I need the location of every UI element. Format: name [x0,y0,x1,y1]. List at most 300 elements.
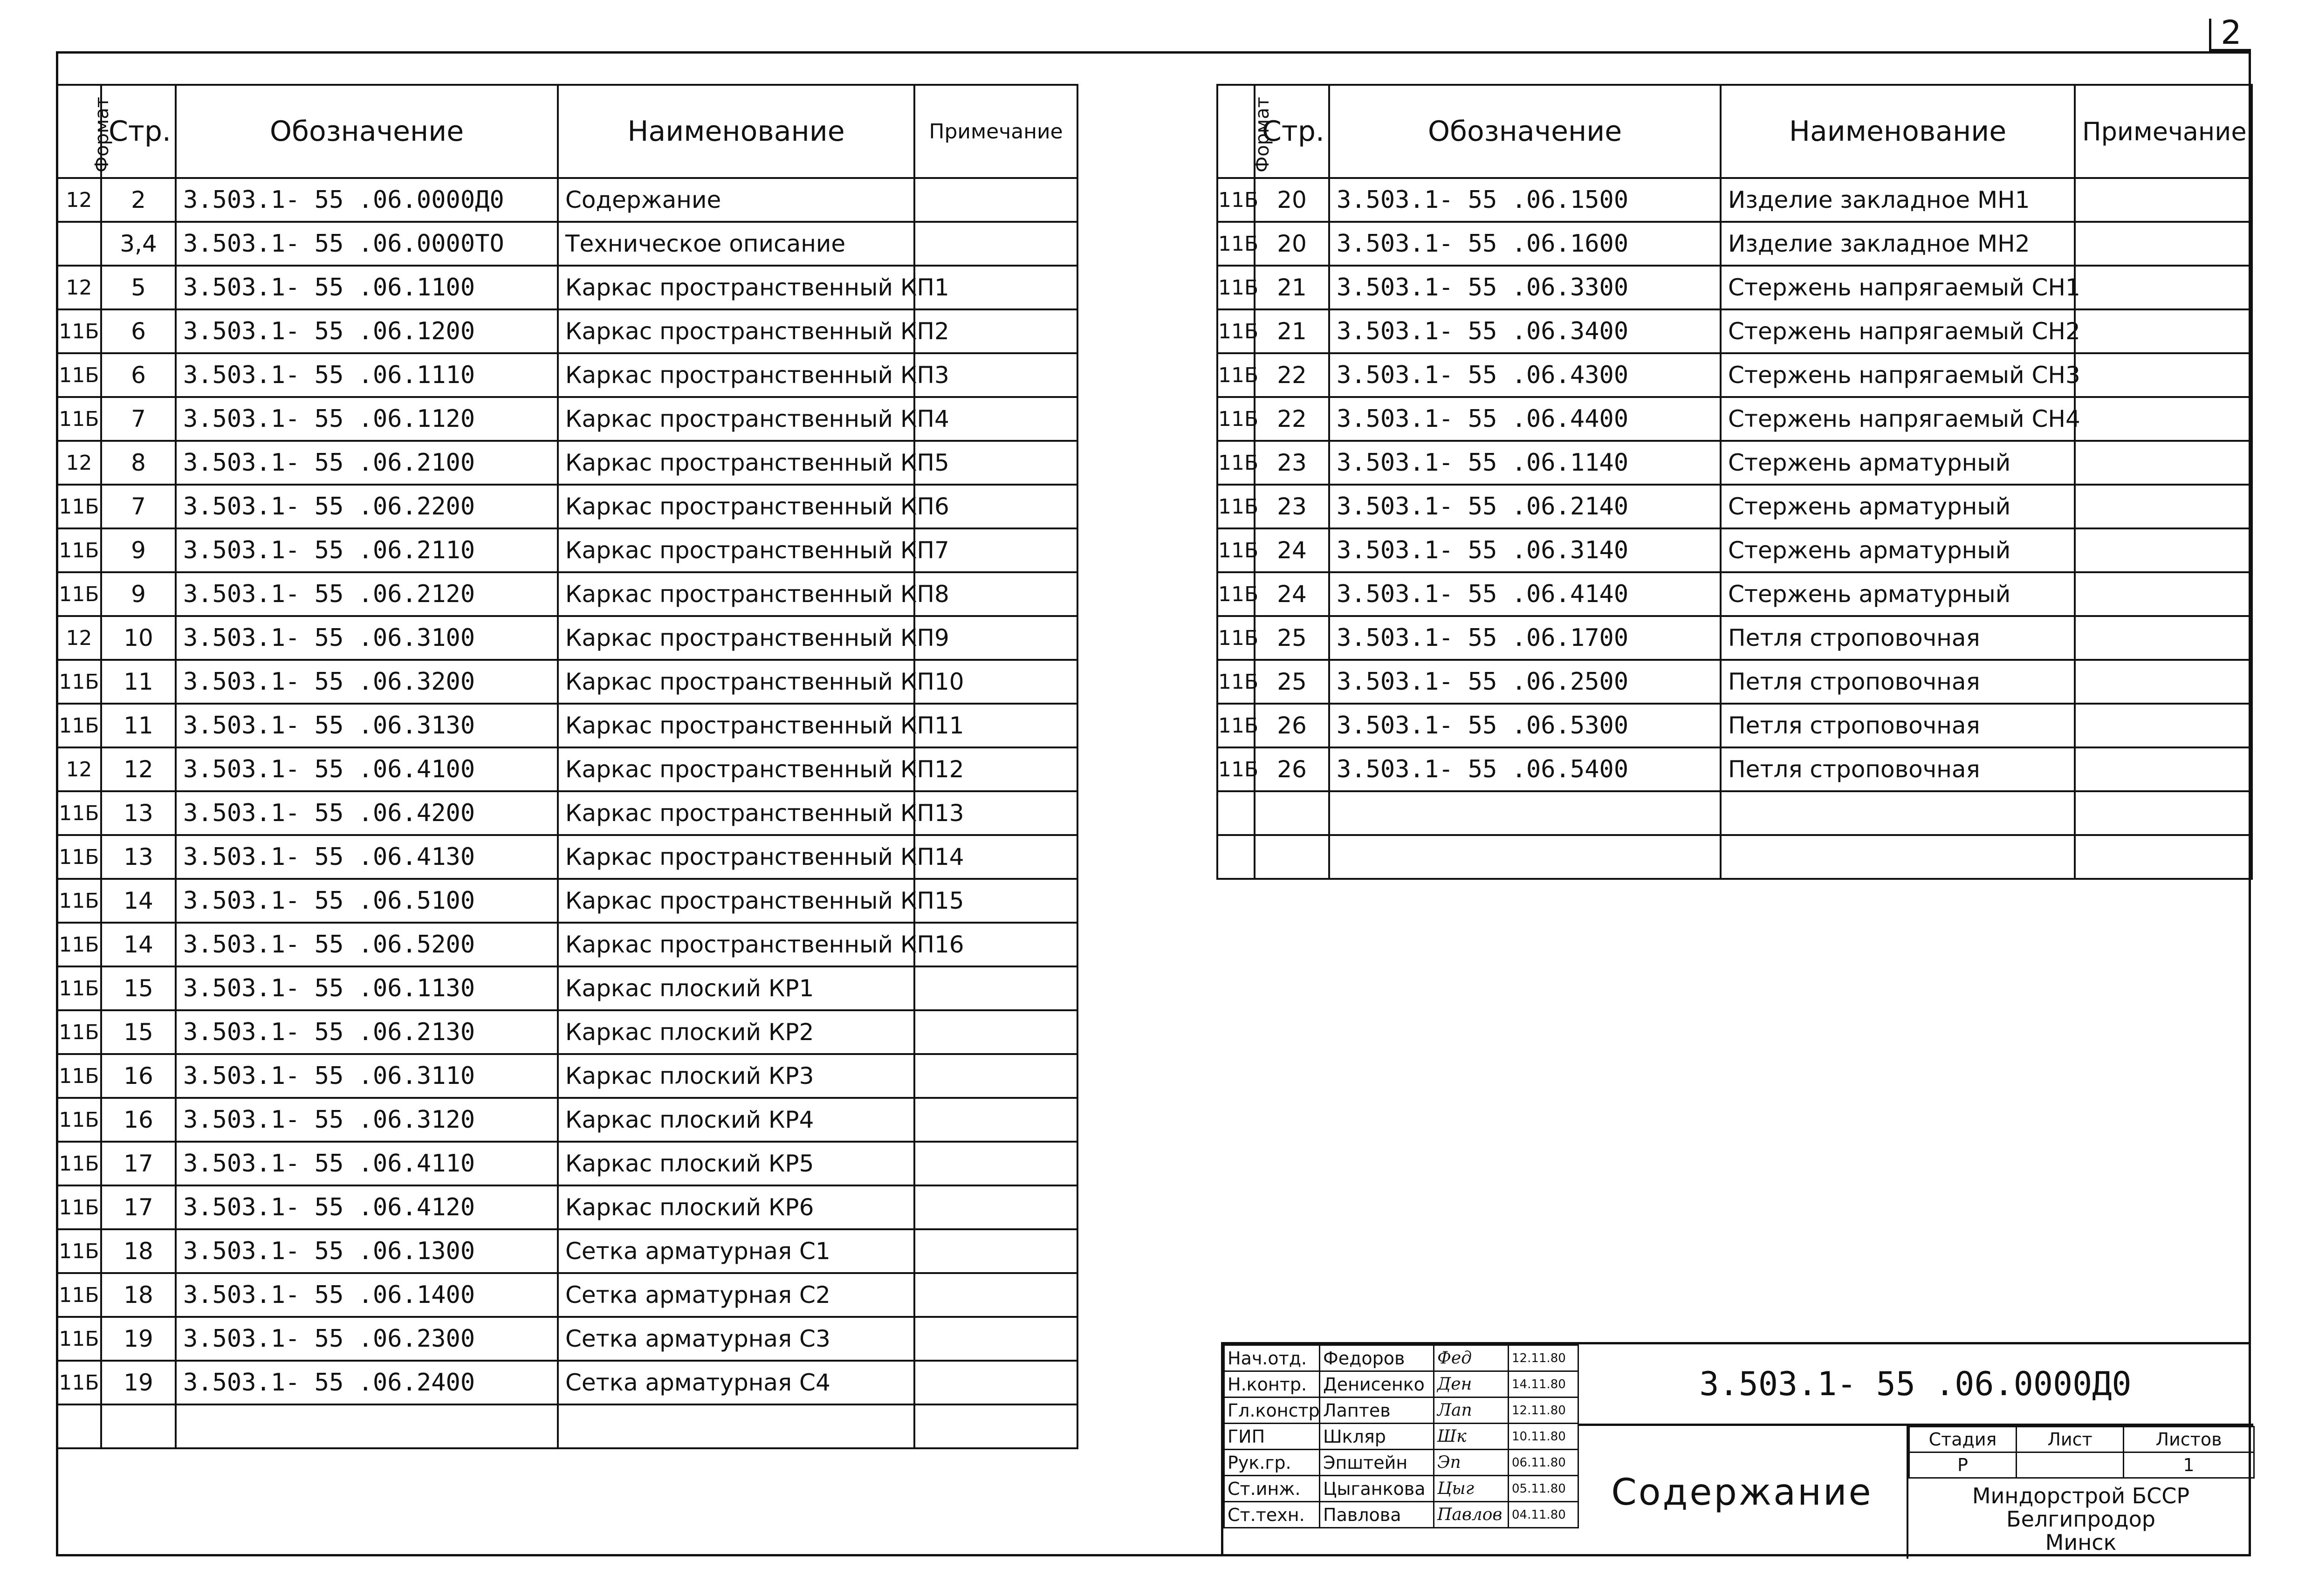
cell-designation: 3.503.1- 55 .06.2110 [176,528,558,572]
column-header-page: Стр. [1255,85,1329,178]
cell-format: 11Б [1217,528,1255,572]
cell-designation: 3.503.1- 55 .06.4200 [176,791,558,835]
cell-name: Петля строповочная [1721,704,2075,747]
cell-format: 11Б [57,485,101,528]
staff-signature: Шк [1434,1424,1509,1450]
table-row [1217,353,2252,397]
staff-signature: Цыг [1434,1476,1509,1502]
cell-page: 15 [101,1010,176,1054]
cell-name: Каркас пространственный КП10 [558,660,914,704]
staff-role: Гл.констр [1224,1397,1320,1424]
cell-name: Каркас пространственный КП9 [558,616,914,660]
cell-designation: 3.503.1- 55 .06.1500 [1329,178,1721,222]
organization-line: Миндорстрой БССР [1972,1483,2190,1508]
organization-line: Белгипродор [2006,1507,2155,1532]
cell-page: 22 [1255,397,1329,441]
cell-name: Изделие закладное МН1 [1721,178,2075,222]
organization [1908,1480,2253,1559]
table-header-row [57,85,1077,178]
table-row [1217,835,2252,879]
cell-designation: 3.503.1- 55 .06.3100 [176,616,558,660]
table-row [57,1098,1077,1142]
column-header-name: Наименование [558,85,914,178]
cell-page: 20 [1255,222,1329,266]
contents-table-left [56,84,1078,1449]
cell-format: 11Б [57,1361,101,1404]
cell-designation: 3.503.1- 55 .06.5200 [176,923,558,966]
cell-format: 11Б [57,353,101,397]
table-row [1217,791,2252,835]
table-row [57,1010,1077,1054]
cell-name: Петля строповочная [1721,660,2075,704]
table-row [57,1404,1077,1448]
cell-page: 16 [101,1098,176,1142]
cell-designation: 3.503.1- 55 .06.3300 [1329,266,1721,309]
cell-page: 2 [101,178,176,222]
table-row [57,528,1077,572]
cell-format: 11Б [1217,747,1255,791]
cell-format [1217,791,1255,835]
cell-name: Каркас пространственный КП5 [558,441,914,485]
cell-designation: 3.503.1- 55 .06.4300 [1329,353,1721,397]
table-row [57,879,1077,923]
cell-note [2075,528,2252,572]
stage-label: Стадия [1909,1427,2017,1452]
table-row [57,178,1077,222]
cell-page: 17 [101,1142,176,1185]
cell-page: 6 [101,309,176,353]
cell-format: 11Б [57,1054,101,1098]
table-row [57,309,1077,353]
cell-format: 11Б [57,660,101,704]
staff-signature: Лап [1434,1397,1509,1424]
cell-page: 12 [101,747,176,791]
cell-note [2075,616,2252,660]
cell-page: 19 [101,1361,176,1404]
cell-note [914,222,1077,266]
cell-page: 22 [1255,353,1329,397]
cell-page: 14 [101,923,176,966]
cell-format: 11Б [1217,309,1255,353]
cell-designation: 3.503.1- 55 .06.4130 [176,835,558,879]
staff-signature: Эп [1434,1450,1509,1476]
column-header-format: Формат [57,85,101,178]
staff-role: Н.контр. [1224,1371,1320,1397]
approval-row [1224,1450,1578,1476]
staff-role: Ст.инж. [1224,1476,1320,1502]
table-row [57,616,1077,660]
sheet-number: 2 [2209,19,2251,51]
table-row [57,1142,1077,1185]
table-row [57,1054,1077,1098]
staff-date: 14.11.80 [1509,1371,1578,1397]
table-row [57,1361,1077,1404]
approval-row [1224,1371,1578,1397]
cell-designation: 3.503.1- 55 .06.0000ТО [176,222,558,266]
column-header-designation: Обозначение [1329,85,1721,178]
cell-format: 11Б [57,966,101,1010]
table-row [57,966,1077,1010]
cell-format: 11Б [57,528,101,572]
cell-format [1217,835,1255,879]
cell-designation: 3.503.1- 55 .06.3120 [176,1098,558,1142]
cell-page: 14 [101,879,176,923]
cell-note [914,178,1077,222]
table-row [1217,704,2252,747]
cell-designation: 3.503.1- 55 .06.1300 [176,1229,558,1273]
staff-signature: Фед [1434,1345,1509,1371]
column-header-note: Примечание [914,85,1077,178]
cell-designation: 3.503.1- 55 .06.3110 [176,1054,558,1098]
staff-date: 12.11.80 [1509,1397,1578,1424]
cell-page: 18 [101,1273,176,1317]
cell-page: 7 [101,397,176,441]
cell-note [914,1361,1077,1404]
cell-name: Каркас пространственный КП7 [558,528,914,572]
approval-row [1224,1476,1578,1502]
table-row [57,835,1077,879]
cell-name: Каркас пространственный КП6 [558,485,914,528]
cell-format: 11Б [57,704,101,747]
cell-page: 20 [1255,178,1329,222]
cell-name [558,1404,914,1448]
cell-designation: 3.503.1- 55 .06.1600 [1329,222,1721,266]
cell-page: 11 [101,660,176,704]
cell-format: 11Б [57,1185,101,1229]
cell-note [2075,397,2252,441]
title-block [1221,1342,2251,1556]
cell-format: 11Б [1217,222,1255,266]
cell-format: 11Б [1217,266,1255,309]
cell-designation: 3.503.1- 55 .06.2120 [176,572,558,616]
staff-signature: Ден [1434,1371,1509,1397]
cell-designation: 3.503.1- 55 .06.0000Д0 [176,178,558,222]
cell-page: 17 [101,1185,176,1229]
cell-page: 21 [1255,266,1329,309]
cell-name: Каркас плоский КР2 [558,1010,914,1054]
cell-designation [176,1404,558,1448]
sheet-value [2017,1452,2124,1478]
staff-name: Цыганкова [1320,1476,1434,1502]
column-header-name: Наименование [1721,85,2075,178]
cell-format: 11Б [57,1098,101,1142]
cell-note [2075,222,2252,266]
cell-format: 11Б [1217,572,1255,616]
table-header-row [1217,85,2252,178]
cell-format: 11Б [1217,441,1255,485]
cell-name: Сетка арматурная С2 [558,1273,914,1317]
cell-note [914,1317,1077,1361]
cell-format: 11Б [57,791,101,835]
cell-page: 23 [1255,441,1329,485]
cell-format: 11Б [1217,660,1255,704]
staff-role: Нач.отд. [1224,1345,1320,1371]
cell-designation: 3.503.1- 55 .06.2400 [176,1361,558,1404]
sheet-label: Лист [2017,1427,2124,1452]
table-row [1217,660,2252,704]
cell-name: Изделие закладное МН2 [1721,222,2075,266]
cell-designation: 3.503.1- 55 .06.5400 [1329,747,1721,791]
cell-page: 25 [1255,660,1329,704]
cell-format: 11Б [1217,616,1255,660]
cell-page: 23 [1255,485,1329,528]
cell-note [2075,485,2252,528]
cell-page [101,1404,176,1448]
cell-name: Техническое описание [558,222,914,266]
contents-table-right [1216,84,2253,880]
cell-name: Каркас пространственный КП13 [558,791,914,835]
cell-name: Стержень напрягаемый СН4 [1721,397,2075,441]
cell-format: 12 [57,266,101,309]
cell-page: 3,4 [101,222,176,266]
cell-designation: 3.503.1- 55 .06.1110 [176,353,558,397]
cell-format: 11Б [1217,397,1255,441]
cell-name: Каркас плоский КР4 [558,1098,914,1142]
cell-page: 15 [101,966,176,1010]
document-code: 3.503.1- 55 .06.0000Д0 [1578,1344,2253,1426]
cell-page: 8 [101,441,176,485]
table-row [1217,309,2252,353]
column-header-designation: Обозначение [176,85,558,178]
cell-name: Каркас пространственный КП14 [558,835,914,879]
cell-note [2075,309,2252,353]
approval-row [1224,1345,1578,1371]
table-row [1217,616,2252,660]
cell-note [914,966,1077,1010]
table-row [1217,222,2252,266]
cell-format: 11Б [57,1273,101,1317]
cell-name: Сетка арматурная С4 [558,1361,914,1404]
cell-note [914,1273,1077,1317]
table-row [57,485,1077,528]
cell-name: Каркас плоский КР1 [558,966,914,1010]
table-row [57,397,1077,441]
staff-name: Эпштейн [1320,1450,1434,1476]
table-row [1217,441,2252,485]
cell-name: Стержень напрягаемый СН3 [1721,353,2075,397]
staff-date: 04.11.80 [1509,1502,1578,1528]
organization-line: Минск [2045,1530,2117,1555]
cell-name: Петля строповочная [1721,616,2075,660]
cell-format [57,222,101,266]
table-row [1217,528,2252,572]
table-row [1217,572,2252,616]
cell-note [914,1404,1077,1448]
cell-name: Каркас пространственный КП3 [558,353,914,397]
cell-designation: 3.503.1- 55 .06.4110 [176,1142,558,1185]
cell-format: 11Б [57,923,101,966]
cell-name: Стержень арматурный [1721,485,2075,528]
cell-name: Стержень арматурный [1721,528,2075,572]
cell-format: 12 [57,747,101,791]
cell-designation: 3.503.1- 55 .06.5300 [1329,704,1721,747]
table-row [57,266,1077,309]
cell-format: 12 [57,441,101,485]
cell-note [914,1054,1077,1098]
cell-page: 16 [101,1054,176,1098]
cell-page: 9 [101,528,176,572]
cell-page: 10 [101,616,176,660]
table-row [1217,747,2252,791]
approval-row [1224,1424,1578,1450]
sheets-value: 1 [2124,1452,2254,1478]
cell-designation: 3.503.1- 55 .06.1140 [1329,441,1721,485]
cell-designation [1329,791,1721,835]
cell-page [1255,835,1329,879]
table-row [57,704,1077,747]
sheets-label: Листов [2124,1427,2254,1452]
cell-note [2075,791,2252,835]
staff-name: Федоров [1320,1345,1434,1371]
cell-page: 6 [101,353,176,397]
cell-name: Каркас пространственный КП4 [558,397,914,441]
cell-designation: 3.503.1- 55 .06.1400 [176,1273,558,1317]
cell-format: 11Б [57,572,101,616]
cell-page: 24 [1255,528,1329,572]
cell-note [2075,178,2252,222]
document-title: Содержание [1578,1426,1908,1559]
stage-table [1908,1426,2255,1479]
cell-name [1721,835,2075,879]
cell-name: Каркас пространственный КП1 [558,266,914,309]
cell-page: 19 [101,1317,176,1361]
table-row [57,660,1077,704]
cell-format: 11Б [57,1317,101,1361]
cell-name: Сетка арматурная С3 [558,1317,914,1361]
cell-designation: 3.503.1- 55 .06.2200 [176,485,558,528]
cell-designation: 3.503.1- 55 .06.1700 [1329,616,1721,660]
cell-designation: 3.503.1- 55 .06.4140 [1329,572,1721,616]
table-row [1217,266,2252,309]
cell-name: Стержень арматурный [1721,441,2075,485]
cell-designation: 3.503.1- 55 .06.1130 [176,966,558,1010]
cell-note [2075,660,2252,704]
cell-name: Каркас пространственный КП15 [558,879,914,923]
cell-format: 11Б [57,397,101,441]
table-row [1217,178,2252,222]
cell-format: 11Б [1217,485,1255,528]
cell-name: Каркас пространственный КП11 [558,704,914,747]
cell-page: 21 [1255,309,1329,353]
staff-date: 05.11.80 [1509,1476,1578,1502]
table-row [57,441,1077,485]
table-row [57,747,1077,791]
cell-page: 25 [1255,616,1329,660]
table-row [57,1229,1077,1273]
cell-designation: 3.503.1- 55 .06.2130 [176,1010,558,1054]
table-row [1217,485,2252,528]
cell-designation: 3.503.1- 55 .06.1120 [176,397,558,441]
cell-name [1721,791,2075,835]
cell-page [1255,791,1329,835]
cell-note [914,1098,1077,1142]
cell-designation: 3.503.1- 55 .06.3130 [176,704,558,747]
staff-date: 06.11.80 [1509,1450,1578,1476]
cell-format: 11Б [57,1142,101,1185]
cell-format: 11Б [57,879,101,923]
staff-name: Шкляр [1320,1424,1434,1450]
table-row [57,572,1077,616]
staff-date: 10.11.80 [1509,1424,1578,1450]
table-row [57,222,1077,266]
cell-name: Каркас пространственный КП8 [558,572,914,616]
cell-page: 13 [101,791,176,835]
cell-name: Каркас пространственный КП16 [558,923,914,966]
cell-page: 7 [101,485,176,528]
cell-page: 5 [101,266,176,309]
cell-designation: 3.503.1- 55 .06.4400 [1329,397,1721,441]
cell-note [914,1229,1077,1273]
cell-designation: 3.503.1- 55 .06.2140 [1329,485,1721,528]
cell-note [2075,266,2252,309]
cell-note [2075,835,2252,879]
cell-page: 11 [101,704,176,747]
cell-designation: 3.503.1- 55 .06.3200 [176,660,558,704]
cell-name: Стержень напрягаемый СН1 [1721,266,2075,309]
staff-signature: Павлов [1434,1502,1509,1528]
cell-designation: 3.503.1- 55 .06.2500 [1329,660,1721,704]
cell-name: Каркас пространственный КП2 [558,309,914,353]
table-row [1217,397,2252,441]
cell-designation: 3.503.1- 55 .06.1100 [176,266,558,309]
column-header-page: Стр. [101,85,176,178]
cell-format: 11Б [57,1229,101,1273]
cell-designation: 3.503.1- 55 .06.2100 [176,441,558,485]
staff-role: ГИП [1224,1424,1320,1450]
table-row [57,791,1077,835]
approval-row [1224,1502,1578,1528]
cell-page: 26 [1255,747,1329,791]
staff-role: Рук.гр. [1224,1450,1320,1476]
cell-name: Каркас плоский КР5 [558,1142,914,1185]
column-header-note: Примечание [2075,85,2252,178]
cell-name: Каркас плоский КР3 [558,1054,914,1098]
cell-note [914,1142,1077,1185]
cell-note [914,1185,1077,1229]
staff-name: Павлова [1320,1502,1434,1528]
table-row [57,1273,1077,1317]
cell-format: 11Б [57,1010,101,1054]
approval-row [1224,1397,1578,1424]
cell-page: 24 [1255,572,1329,616]
cell-name: Каркас плоский КР6 [558,1185,914,1229]
cell-page: 18 [101,1229,176,1273]
approval-table [1223,1344,1579,1528]
table-row [57,353,1077,397]
cell-page: 9 [101,572,176,616]
cell-name: Стержень напрягаемый СН2 [1721,309,2075,353]
cell-format: 11Б [1217,353,1255,397]
cell-name: Каркас пространственный КП12 [558,747,914,791]
cell-designation: 3.503.1- 55 .06.4100 [176,747,558,791]
table-row [57,1185,1077,1229]
staff-date: 12.11.80 [1509,1345,1578,1371]
cell-name: Содержание [558,178,914,222]
cell-note [2075,441,2252,485]
cell-format: 11Б [57,835,101,879]
cell-format: 11Б [1217,178,1255,222]
cell-format: 12 [57,616,101,660]
staff-role: Ст.техн. [1224,1502,1320,1528]
cell-format [57,1404,101,1448]
cell-page: 13 [101,835,176,879]
cell-page: 26 [1255,704,1329,747]
table-row [57,923,1077,966]
cell-note [2075,572,2252,616]
cell-note [2075,747,2252,791]
table-row [57,1317,1077,1361]
cell-format: 12 [57,178,101,222]
